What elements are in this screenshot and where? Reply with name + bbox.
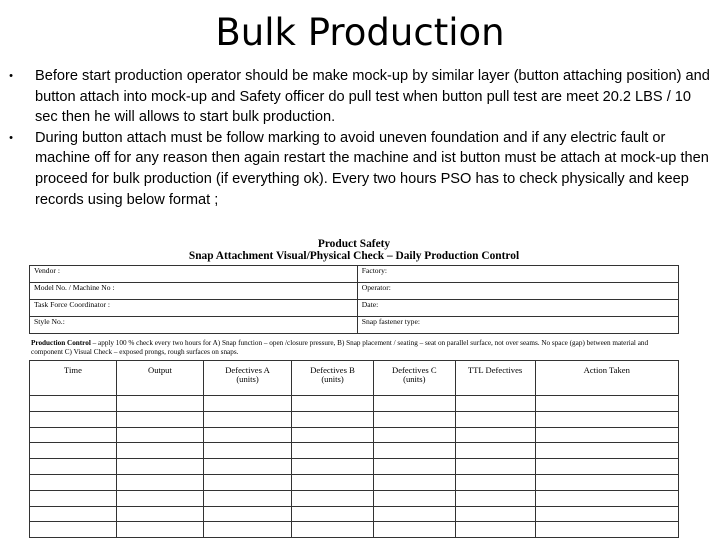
table-cell: [116, 459, 203, 475]
table-cell: [203, 443, 291, 459]
table-cell: [373, 411, 455, 427]
table-cell: [535, 522, 679, 538]
table-cell: [30, 506, 117, 522]
table-cell: [455, 459, 535, 475]
table-cell: [203, 474, 291, 490]
table-cell: [30, 459, 117, 475]
table-row: [30, 490, 679, 506]
table-cell: [203, 522, 291, 538]
factory-field: Factory:: [357, 266, 678, 283]
column-header: Action Taken: [535, 361, 679, 396]
table-cell: [292, 506, 374, 522]
table-row: [30, 411, 679, 427]
bullet-item: [6, 128, 712, 210]
form-title: Product Safety: [317, 238, 391, 250]
table-cell: [116, 427, 203, 443]
production-control-form: [29, 238, 679, 520]
table-cell: [203, 411, 291, 427]
table-row: [30, 506, 679, 522]
table-cell: [373, 427, 455, 443]
production-control-text: – apply 100 % check every two hours for A) Snap function – open /closure pressure, B) Snap placement / seating – seat on parallel surface, not over seams. No space (gap) between material and component C) Visual Check – exposed prongs, rough surfaces on snaps.: [31, 339, 649, 356]
table-cell: [373, 396, 455, 412]
bullet-list: [6, 66, 712, 210]
table-cell: [203, 427, 291, 443]
table-row: [30, 522, 679, 538]
table-cell: [292, 522, 374, 538]
table-cell: [30, 443, 117, 459]
table-cell: [455, 490, 535, 506]
table-cell: [455, 396, 535, 412]
table-cell: [535, 411, 679, 427]
fastener-type-field: Snap fastener type:: [357, 317, 678, 334]
table-cell: [30, 396, 117, 412]
table-cell: [373, 522, 455, 538]
table-cell: [116, 411, 203, 427]
table-cell: [455, 427, 535, 443]
table-row: [30, 427, 679, 443]
table-cell: [455, 443, 535, 459]
coordinator-field: Task Force Coordinator :: [30, 300, 358, 317]
table-cell: [535, 474, 679, 490]
table-cell: [373, 443, 455, 459]
table-cell: [455, 506, 535, 522]
table-cell: [116, 522, 203, 538]
check-log-table: [29, 360, 679, 538]
column-header: Defectives A (units): [203, 361, 291, 396]
table-cell: [535, 506, 679, 522]
table-cell: [292, 474, 374, 490]
column-header: TTL Defectives: [455, 361, 535, 396]
table-cell: [203, 490, 291, 506]
bullet-text: Before start production operator should be make mock-up by similar layer (button attaching position) and button attach into mock-up and Safety officer do pull test when button pull test are meet 20.2 LBS / 10 sec then he will allows to start bulk production.: [35, 68, 710, 126]
table-cell: [535, 443, 679, 459]
table-row: [30, 459, 679, 475]
table-cell: [203, 459, 291, 475]
table-cell: [30, 427, 117, 443]
form-subtitle: Snap Attachment Visual/Physical Check – Daily Production Control: [188, 250, 520, 262]
table-row: [30, 396, 679, 412]
table-cell: [30, 522, 117, 538]
column-header: Time: [30, 361, 117, 396]
production-control-note: [29, 334, 679, 360]
bullet-item: [6, 66, 712, 128]
table-cell: [116, 443, 203, 459]
table-header-row: [30, 361, 679, 396]
table-cell: [535, 427, 679, 443]
model-field: Model No. / Machine No :: [30, 283, 358, 300]
table-cell: [535, 459, 679, 475]
style-field: Style No.:: [30, 317, 358, 334]
table-cell: [292, 459, 374, 475]
operator-field: Operator:: [357, 283, 678, 300]
table-cell: [30, 411, 117, 427]
column-header: Output: [116, 361, 203, 396]
production-control-label: Production Control: [31, 339, 91, 347]
form-info-table: [29, 265, 679, 334]
table-cell: [203, 506, 291, 522]
table-cell: [535, 396, 679, 412]
table-cell: [292, 396, 374, 412]
table-cell: [116, 506, 203, 522]
table-row: [30, 474, 679, 490]
table-cell: [30, 474, 117, 490]
table-cell: [116, 396, 203, 412]
table-cell: [116, 490, 203, 506]
table-cell: [116, 474, 203, 490]
bullet-dot: •: [9, 70, 13, 82]
table-cell: [203, 396, 291, 412]
table-cell: [373, 459, 455, 475]
table-cell: [292, 411, 374, 427]
bullet-dot: •: [9, 131, 13, 144]
table-cell: [455, 474, 535, 490]
bullet-text: During button attach must be follow marking to avoid uneven foundation and if any electric fault or machine off for any reason then again restart the machine and ist button must be attach at mock-up then proceed for bulk production (if everything ok). Every two hours PSO has to check physically and keep records using below format ;: [35, 129, 709, 208]
slide-title: Bulk Production: [215, 11, 505, 54]
table-row: [30, 443, 679, 459]
table-cell: [455, 522, 535, 538]
table-cell: [373, 506, 455, 522]
column-header: Defectives B (units): [292, 361, 374, 396]
table-cell: [292, 443, 374, 459]
table-cell: [373, 474, 455, 490]
table-cell: [292, 490, 374, 506]
vendor-field: Vendor :: [30, 266, 358, 283]
table-cell: [292, 427, 374, 443]
table-cell: [455, 411, 535, 427]
table-body: [30, 396, 679, 538]
table-cell: [30, 490, 117, 506]
column-header: Defectives C (units): [373, 361, 455, 396]
table-cell: [373, 490, 455, 506]
table-cell: [535, 490, 679, 506]
date-field: Date:: [357, 300, 678, 317]
